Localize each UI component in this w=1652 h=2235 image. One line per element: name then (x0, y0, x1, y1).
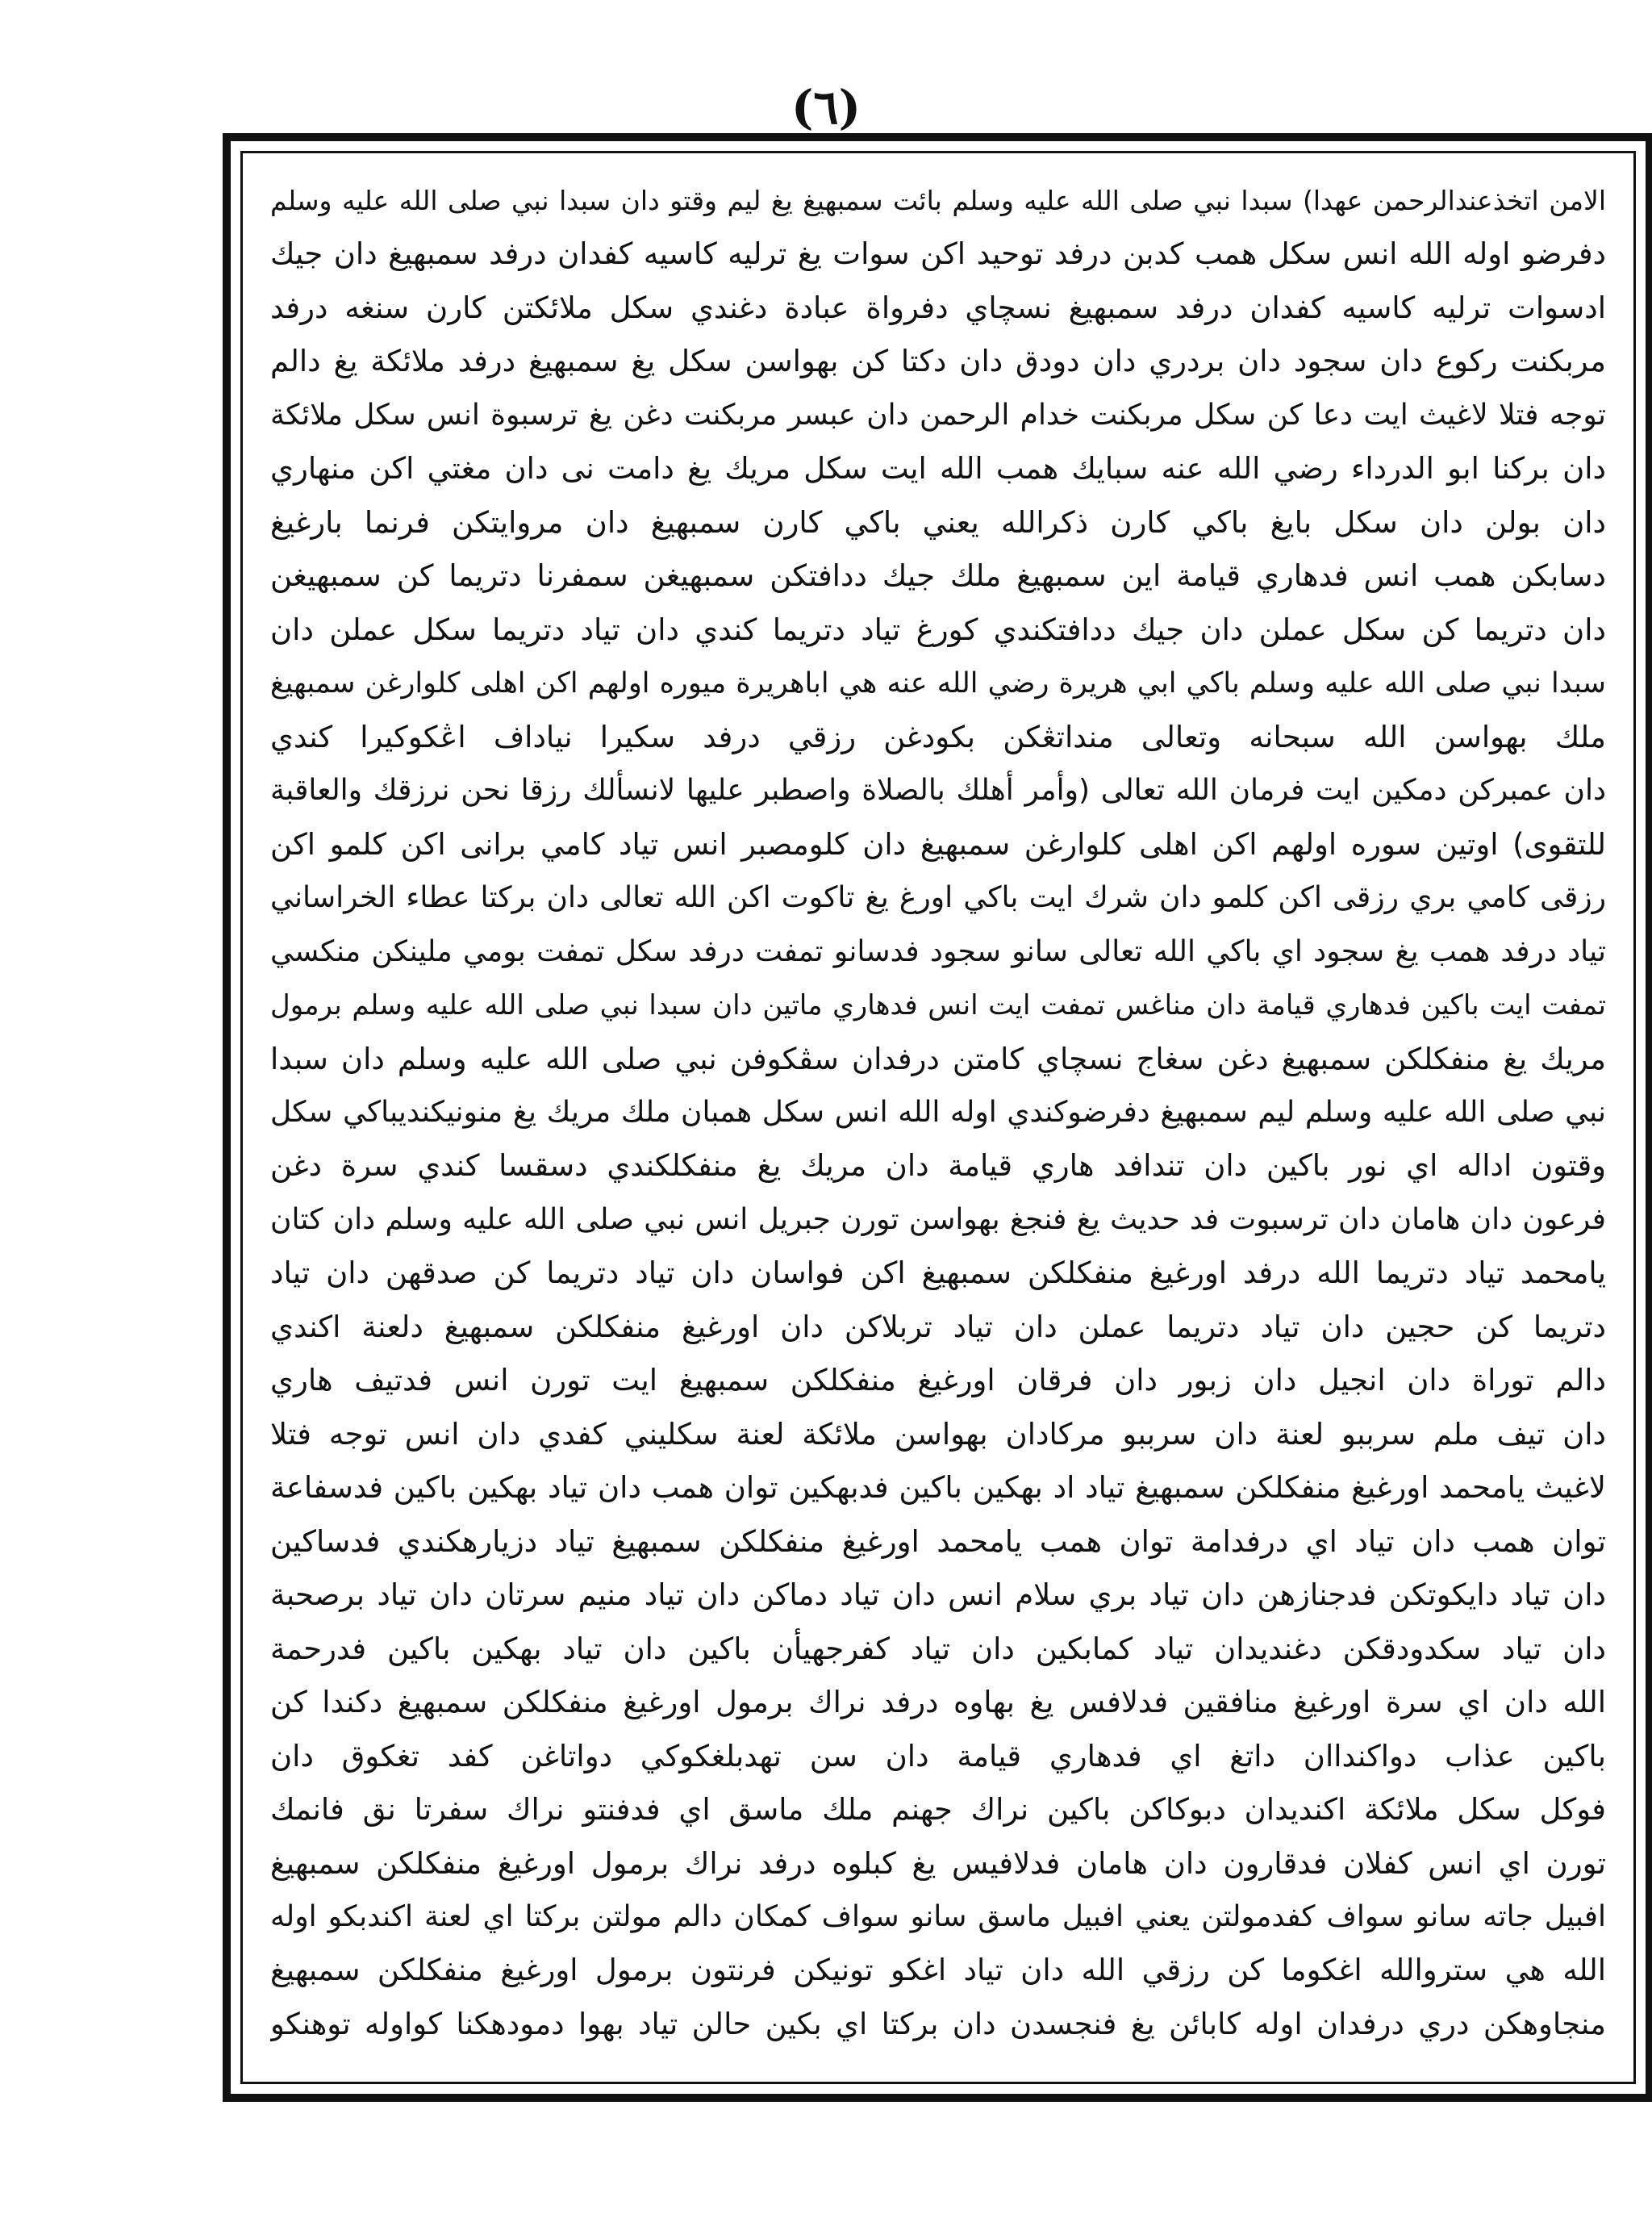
text-line: تورن اي انس كفلان فدقارون دان هامان فدلافيس يغ كبلوه درفد نراك برمول اورغيغ منفكلكن سمبهيغ (270, 1845, 1606, 1881)
text-line: الله هي ستروالله اغكوما كن رزقي الله دان تياد اغكو تونيكن فرنتون برمول اورغيغ منفكلكن سمبهيغ (270, 1953, 1606, 1988)
text-line: يامحمد تياد دتريما الله درفد اورغيغ منفكلكن سمبهيغ اكن فواسان دان تياد دتريما كن صدقهن دان تياد (270, 1255, 1606, 1291)
text-line: نبي صلى الله عليه وسلم ليم سمبهيغ دفرضوكندي اوله الله انس سكل همبان ملك مريك يغ منونيكنديباكي سكل (270, 1095, 1606, 1129)
text-line: منجاوهكن دري درفدان اوله كابائن يغ فنجسدن دان بركتا اي بكين حالن تياد بهوا دمودهكنا كواوله توهنكو (270, 2006, 1606, 2041)
text-line: فوكل سكل ملائكة اكنديدان دبوكاكن باكين نراك جهنم ملك ماسق اي فدفنتو نراك سفرتا نق فانمك (270, 1792, 1606, 1828)
text-line: باكين عذاب دواكنداان داتغ اي فدهاري قيامة دان سن تهدبلغكوكي دواتاغن كفد تغكوق دان (270, 1738, 1606, 1773)
text-line: تياد درفد همب يغ سجود اي باكي الله تعالى سانو سجود فدسانو تمفت درفد سكل تمفت بومي ملينكن منكسي (270, 934, 1606, 968)
text-line: دان تياد دايكوتكن فدجنازهن دان تياد بري سلام انس دان تياد دماكن دان تياد منيم سرتان دان تياد برصحبة (270, 1577, 1606, 1613)
text-line: افبيل جاته سانو سواف كفدمولتن يعني افبيل ماسق سانو سواف كمكان دالم مولتن بركتا اي لعنة اكندبكو اوله (270, 1900, 1606, 1933)
text-line: مريك يغ منفكلكن سمبهيغ دغن سغاج نسچاي كامتن درفدان سڤكوفن نبي صلى الله عليه وسلم دان سبدا (270, 1041, 1606, 1076)
text-line: مربكنت ركوع دان سجود دان بردري دان دودق دان دكتا كن بهواسن سكل يغ سمبهيغ درفد ملائكة يغ دالم (270, 344, 1606, 379)
text-line: دان دتريما كن سكل عملن دان جيك ددافتكندي كورغ تياد دتريما كندي دان تياد دتريما سكل عملن دان (270, 612, 1606, 647)
text-line: دان عمبركن دمكين ايت فرمان الله تعالى (وأمر أهلك بالصلاة واصطبر عليها لانسألك رزقا نحن نرزقك والعاقبة (270, 774, 1606, 808)
text-line: دفرضو اوله الله انس سكل همب كدبن درفد توحيد اكن سوات يغ ترليه كاسيه كفدان درفد سمبهيغ دان جيك (270, 236, 1606, 272)
text-line: دسابكن همب انس فدهاري قيامة اين سمبهيغ ملك جيك ددافتكن سمبهيغن سمفرنا دتريما كن سمبهيغن (270, 558, 1606, 594)
text-line: دالم توراة دان انجيل دان زبور دان فرقان اورغيغ منفكلكن سمبهيغ ايت تورن انس فدتيف هاري (270, 1363, 1606, 1398)
text-line: للتقوى) اوتين سوره اولهم اكن اهلى كلوارغن سمبهيغ دان كلومصبر انس تياد كامي برانى اكن كلمو اكن (270, 826, 1606, 862)
text-line: تمفت ايت باكين فدهاري قيامة دان مناغس تمفت ايت انس فدهاري ماتين دان سبدا نبي صلى الله عليه وسلم برمول (270, 989, 1606, 1022)
page-border (223, 133, 1652, 2102)
text-line: دان تيف ملم سرببو لعنة دان سرببو مركادان بهواسن ملائكة لعنة سكليني كفدي دان انس توجه فتلا (270, 1416, 1606, 1452)
text-line: الامن اتخذعندالرحمن عهدا) سبدا نبي صلى الله عليه وسلم بائت سمبهيغ يغ ليم وقتو دان سبدا نبي صلى الله عليه وسلم (270, 185, 1606, 216)
text-line: لاغيث يامحمد اورغيغ منفكلكن سمبهيغ تياد اد بهكين باكين فدبهكين توان همب دان تياد بهكين باكين فدسفاعة (270, 1470, 1606, 1506)
inner-border (240, 151, 1636, 2084)
text-line: رزقى كامي بري رزقى اكن كلمو دان شرك ايت باكي اورغ يغ تاكوت اكن الله تعالى دان بركتا عطاء الخراساني (270, 881, 1606, 915)
text-line: وقتون اداله اي نور باكين دان تندافد هاري قيامة دان مريك يغ منفكلكندي دسقسا كندي سرة دغن (270, 1148, 1606, 1184)
text-line: دان بولن دان سكل بايغ باكي كارن ذكرالله يعني باكي كارن سمبهيغ دان مروايتكن فرنما بارغيغ (270, 504, 1606, 540)
text-line: توجه فتلا لاغيث ايت دعا كن سكل مربكنت خدام الرحمن دان عبسر مربكنت دغن يغ ترسبوة انس سكل ملائكة (270, 398, 1606, 432)
text-line: ملك بهواسن الله سبحانه وتعالى منداتڠكن بكودغن رزقي درفد سكيرا نياداف اڠكوكيرا كندي (270, 719, 1606, 754)
body-text (270, 176, 1606, 2049)
text-line: سبدا نبي صلى الله عليه وسلم باكي ابي هريرة رضي الله عنه هي اباهريرة ميوره اولهم اكن اهلى كلوارغن سمبهيغ (270, 667, 1606, 700)
text-line: فرعون دان هامان دان ترسبوت فد حديث يغ فنجغ بهواسن تورن جبريل انس نبي صلى الله عليه وسلم دان كتان (270, 1202, 1606, 1236)
text-line: الله دان اي سرة اورغيغ منافقين فدلافس يغ بهاوه درفد نراك برمول اورغيغ منفكلكن سمبهيغ دكندا كن (270, 1685, 1606, 1720)
text-line: دان بركنا ابو الدرداء رضي الله عنه سبايك همب الله ايت سكل مريك يغ دامت نى دان مغتي اكن منهاري (270, 451, 1606, 487)
text-line: ادسوات ترليه كاسيه كفدان درفد سمبهيغ نسچاي دفرواة عبادة دغندي سكل ملائكتن كارن سنغه درفد (270, 290, 1606, 325)
text-line: دتريما كن حجين دان تياد دتريما عملن دان تياد تربلاكن دان اورغيغ منفكلكن سمبهيغ دلعنة اكندي (270, 1309, 1606, 1344)
text-line: توان همب دان تياد اي درفدامة توان همب يامحمد اورغيغ منفكلكن سمبهيغ تياد دزيارهكندي فدساكين (270, 1523, 1606, 1559)
text-line: دان تياد سكدودقكن دغنديدان تياد كمابكين دان تياد كفرجهيأن باكين دان تياد بهكين باكين فدرحمة (270, 1631, 1606, 1666)
page-number: (٦) (791, 80, 861, 135)
